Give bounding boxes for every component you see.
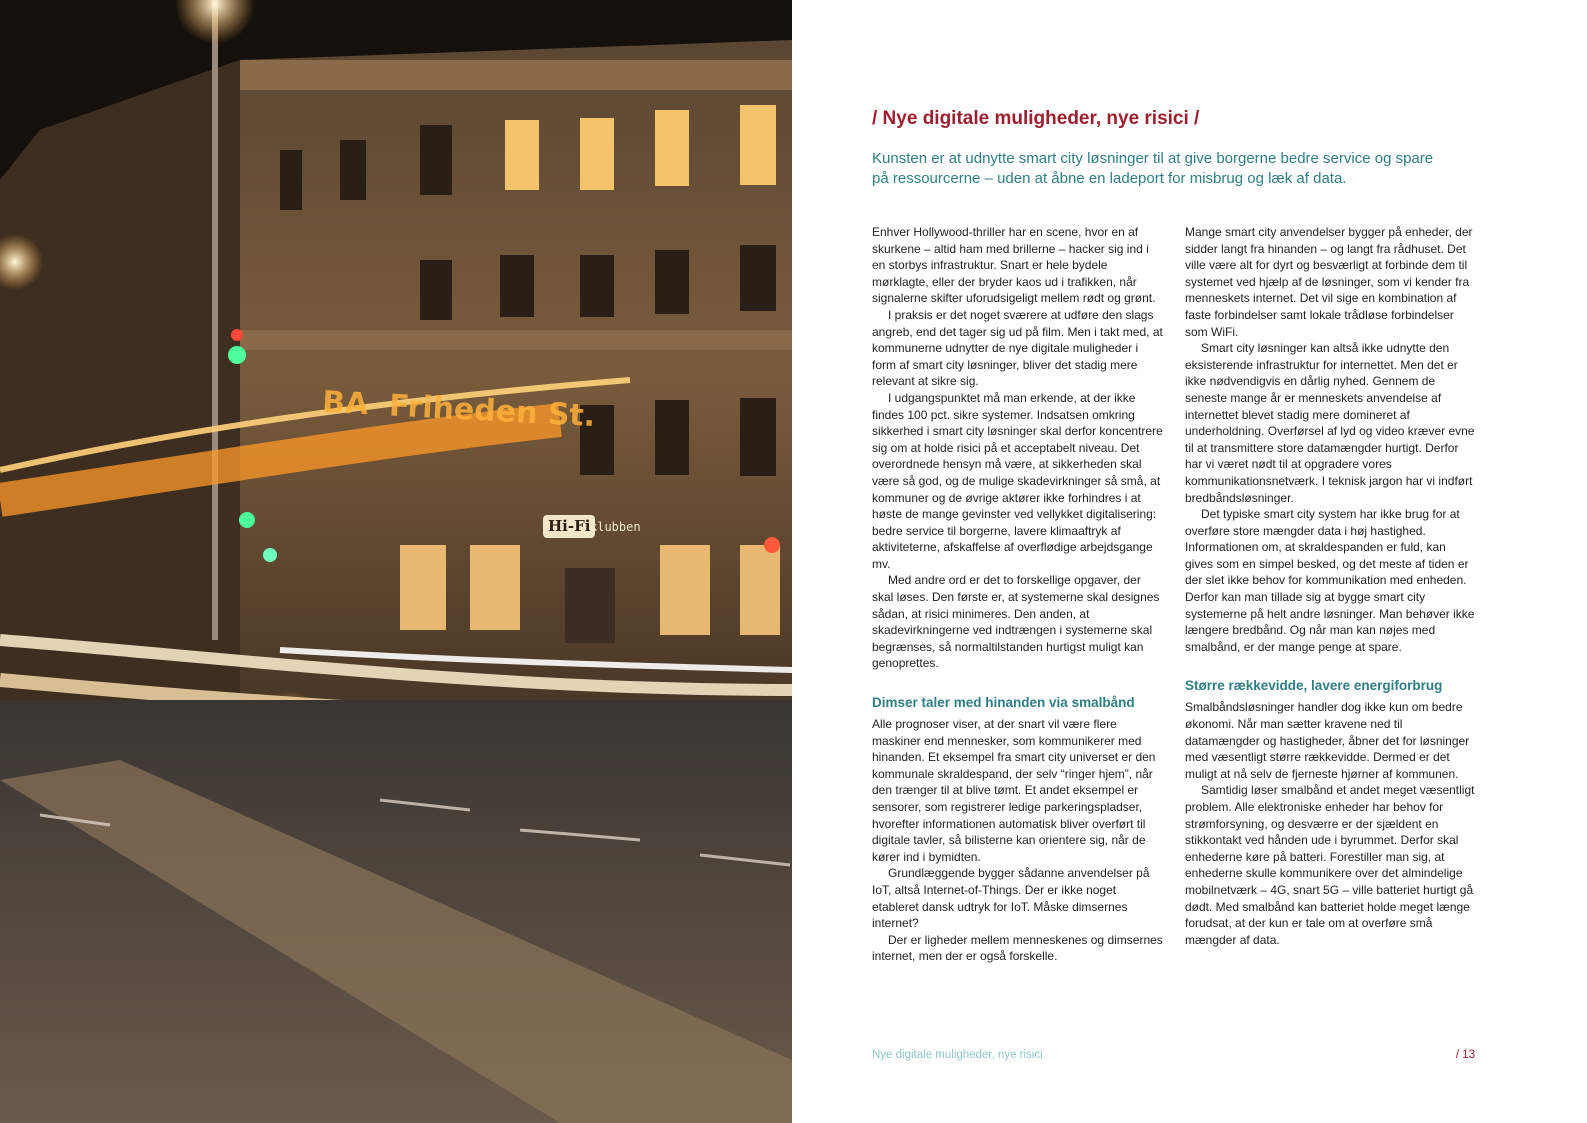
lead-paragraph: Kunsten er at udnytte smart city løsninger til at give borgerne bedre service og spare på ressourcerne – uden at åbne en ladeport for misbrug og læk af data. (872, 150, 1434, 187)
page-title: / Nye digitale muligheder, nye risici / (872, 108, 1200, 129)
shop-sign (543, 515, 595, 538)
street-photo (0, 0, 792, 1123)
shop-sign-text: Hi-Fi (548, 517, 591, 535)
page-number: / 13 (1455, 1049, 1475, 1061)
paragraph: Smart city løsninger kan altså ikke udnytte den eksisterende infrastruktur for internettet. Men det er ikke nødvendigvis en dårlig nyhed. Gennem de seneste mange år er menneskets anvendelse af internettet blevet stadig mere domineret af underholdning. Overførsel af lyd og video kræver evne til at transmittere store datamængder hurtigt. Derfor har vi været nødt til at opgradere vores kommunikationsnetværk. I teknisk jargon har vi indført bredbåndsløsninger. (1185, 341, 1475, 505)
paragraph: Det typiske smart city system har ikke brug for at overføre store mængder data i høj hastighed. Informationen om, at skraldespanden er fuld, kan gives som en simpel besked, og det meste af tiden er der slet ikke behov for kommunikation med enheden. Derfor kan man tillade sig at bygge smart city systemerne på helt andre løsninger. Man behøver ikke længere bredbånd. Og når man kan nøjes med smalbånd, er der mange penge at spare. (1185, 507, 1475, 654)
paragraph: Med andre ord er det to forskellige opgaver, der skal løses. Den første er, at systemerne skal designes sådan, at risici minimeres. Den anden, at skadevirkningerne ved indtrængen i systemerne skal begrænses, så normaltilstanden hurtigst muligt kan genoprettes. (872, 573, 1160, 671)
paragraph: Samtidig løser smalbånd et andet meget væsentligt problem. Alle elektroniske enheder har behov for strømforsyning, og desværre er der sjældent en stikkontakt ved hånden ude i byrummet. Derfor skal enhederne køre på batteri. Forestiller man sig, at enhederne skulle kommunikere over det almindelige mobilnetværk – 4G, snart 5G – ville batteriet hurtigt gå dødt. Med smalbånd kan batteriet holde meget længe forudsat, at der kun er tale om at overføre små mængder af data. (1185, 783, 1475, 947)
section-heading: Større rækkevidde, lavere energiforbrug (1185, 678, 1443, 694)
text-column-left (872, 224, 1164, 965)
article-page (793, 0, 1587, 1123)
paragraph: I udgangspunktet må man erkende, at der ikke findes 100 pct. sikre systemer. Indsatsen omkring sikkerhed i smart city løsninger skal derfor koncentrere sig om at holde risici på et acceptabelt niveau. Det overordnede hensyn må være, at sikkerheden skal være så god, og de mulige skadevirkninger så små, at kommuner og de øvrige aktører ikke forhindres i at høste de mange gevinster ved vellykket digitalisering: bedre service til borgerne, lavere klimaaftryk af aktiviteterne, afskaffelse af overflødige arbejdsgange mv. (872, 390, 1163, 571)
paragraph: Der er ligheder mellem menneskenes og dimsernes internet, men der er også forskelle. (872, 932, 1163, 964)
paragraph: Smalbåndsløsninger handler dog ikke kun om bedre økonomi. Når man sætter kravene ned til datamængder og hastigheder, åbner det for løsninger med væsentligt større rækkevidde. Dermed er det muligt at nå selv de fjerneste hjørner af kommunen. (1185, 700, 1470, 781)
paragraph: Enhver Hollywood-thriller har en scene, hvor en af skurkene – altid ham med brillerne – hacker sig ind i en storbys infrastruktur. Snart er hele bydele mørklagte, eller der bryder kaos ud i trafikken, når signalerne skifter uforudsigeligt mellem rødt og grønt. (872, 225, 1156, 306)
paragraph: Alle prognoser viser, at der snart vil være flere maskiner end mennesker, som kommunikerer med hinanden. Et eksempel fra smart city universet er den kommunale skraldespand, der selv “ringer hjem”, når den trænger til at blive tømt. Et andet eksempel er sensorer, som registrerer ledige parkeringspladser, hvorefter informationen automatisk bliver overført til digitale tavler, så bilisterne kan orientere sig, når de kører ind i bymidten. (872, 717, 1156, 864)
text-column-right (1185, 224, 1477, 948)
footer-section-title: Nye digitale muligheder, nye risici (872, 1049, 1043, 1061)
paragraph: Grundlæggende bygger sådanne anvendelser på IoT, altså Internet-of-Things. Der er ikke noget etableret dansk udtryk for IoT. Måske dimsernes internet? (872, 866, 1150, 931)
section-heading: Dimser taler med hinanden via smalbånd (872, 695, 1135, 711)
paragraph: Mange smart city anvendelser bygger på enheder, der sidder langt fra hinanden – og langt fra rådhuset. Det ville være alt for dyrt og besværligt at forbinde dem til systemet ved hjælp af de løsninger, som vi kender fra menneskets internet. Det vil sige en kombination af faste forbindelser samt lokale trådløse forbindelser som WiFi. (1185, 225, 1473, 339)
shop-sign-sub: klubben (590, 520, 641, 534)
street-photo-illustration (0, 0, 792, 1123)
neon-sign-text: BA Friheden St. (321, 384, 597, 435)
paragraph: I praksis er det noget sværere at udføre den slags angreb, end det tager sig ud på film. Men i takt med, at kommunerne udnytter de nye digitale muligheder i form af smart city løsninger, bliver det stadig mere relevant at sikre sig. (872, 307, 1163, 389)
